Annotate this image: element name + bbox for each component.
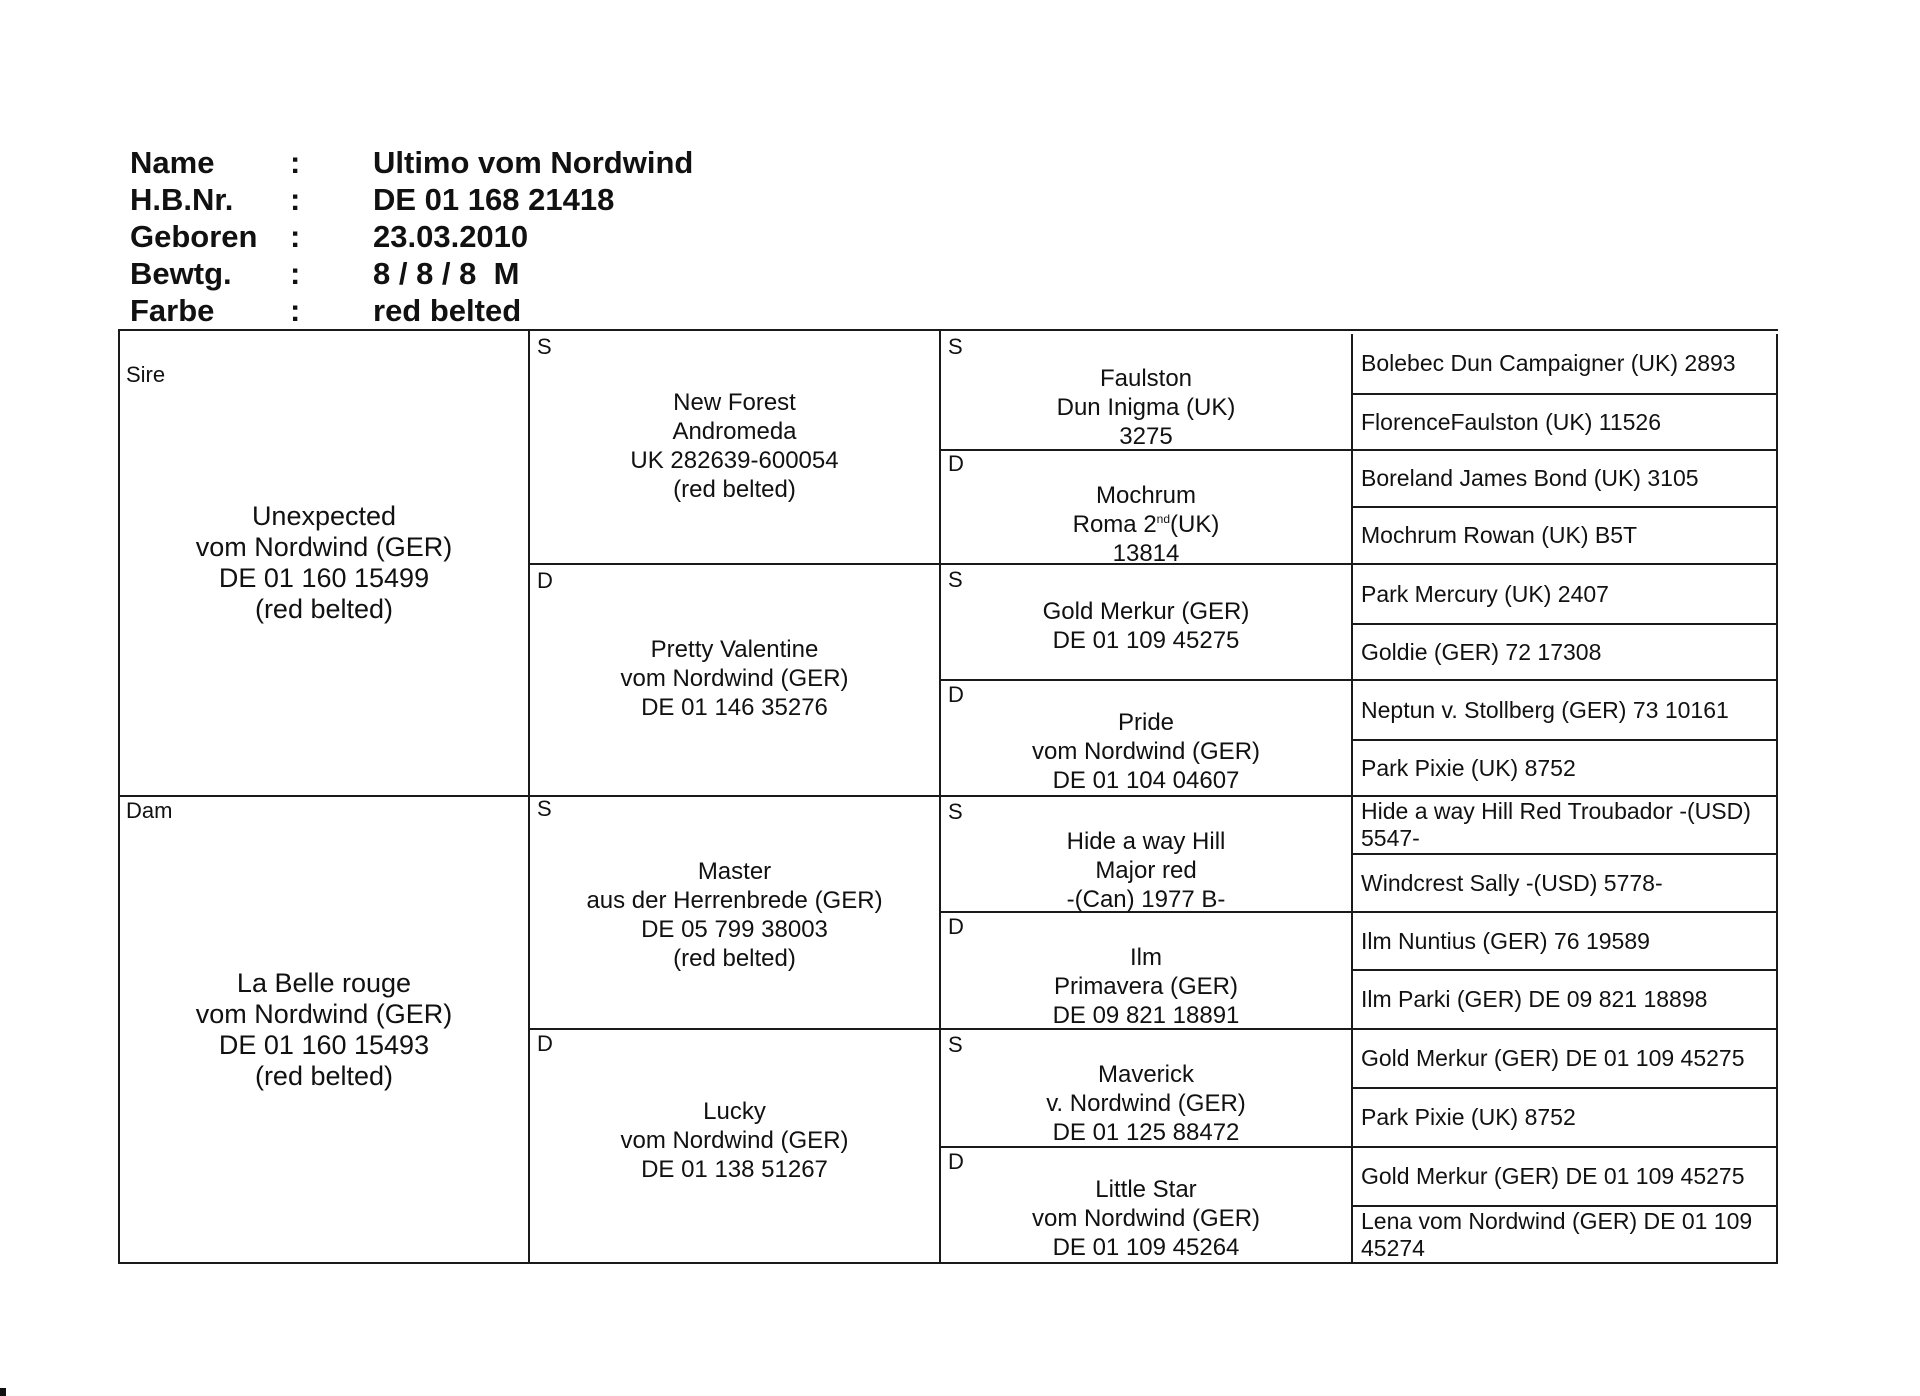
ssd-line2-a: Roma 2	[1072, 510, 1157, 538]
colon: :	[290, 182, 301, 217]
ss-line: (red belted)	[673, 476, 796, 503]
dsd-line: DE 09 821 18891	[1052, 1001, 1240, 1029]
dam-color: (red belted)	[254, 1060, 394, 1091]
ssd-cell	[941, 478, 1351, 570]
ddd-cell	[941, 1172, 1351, 1264]
ddd-line: DE 01 109 45264	[1052, 1233, 1240, 1261]
gen4-cell-5: Park Mercury (UK) 2407	[1361, 580, 1609, 607]
dds-line: v. Nordwind (GER)	[1046, 1089, 1246, 1117]
dss-cell	[941, 824, 1351, 916]
farbe-value: red belted	[373, 293, 522, 328]
dam-reg: DE 01 160 15493	[218, 1029, 430, 1060]
ssd-line: Mochrum	[1095, 481, 1197, 509]
sire-name: Unexpected	[251, 501, 397, 531]
sdd-line: DE 01 104 04607	[1052, 767, 1240, 794]
ddd-line: vom Nordwind (GER)	[1031, 1204, 1261, 1232]
ds-line: (red belted)	[673, 945, 796, 972]
ssd-tag: D	[948, 451, 964, 476]
dds-line: DE 01 125 88472	[1052, 1118, 1240, 1146]
sss-tag: S	[948, 334, 963, 359]
dd-cell	[530, 1070, 939, 1210]
colon: :	[290, 293, 301, 328]
dd-line: Lucky	[703, 1097, 766, 1125]
geboren-value: 23.03.2010	[373, 219, 529, 254]
sd-tag: D	[537, 568, 553, 593]
ssd-line	[1073, 510, 1220, 539]
ddd-line: Little Star	[1095, 1175, 1197, 1203]
ds-line: Master	[697, 858, 772, 885]
dam-cell	[120, 797, 528, 1262]
sds-line: DE 01 109 45275	[1052, 627, 1240, 654]
sds-cell	[941, 580, 1351, 672]
dsd-line: Ilm	[1130, 943, 1162, 971]
sds-tag: S	[948, 567, 963, 592]
dds-cell	[941, 1057, 1351, 1149]
sss-line: Dun Inigma (UK)	[1056, 393, 1236, 421]
name-value: Ultimo vom Nordwind	[373, 145, 694, 180]
sire-reg: DE 01 160 15499	[218, 563, 430, 593]
gen4-cell-14: Park Pixie (UK) 8752	[1361, 1104, 1576, 1130]
ddd-tag: D	[948, 1149, 964, 1174]
dss-line: -(Can) 1977 B-	[1066, 885, 1226, 913]
name-label: Name	[130, 145, 215, 180]
dss-line: Hide a way Hill	[1066, 827, 1226, 855]
dds-line: Maverick	[1097, 1060, 1194, 1088]
farbe-label: Farbe	[130, 293, 215, 328]
sdd-tag: D	[948, 682, 964, 707]
gen4-cell-15: Gold Merkur (GER) DE 01 109 45275	[1361, 1163, 1745, 1189]
dd-line: vom Nordwind (GER)	[620, 1126, 849, 1154]
dsd-cell	[941, 940, 1351, 1032]
dss-line: Major red	[1095, 856, 1197, 884]
sdd-line: vom Nordwind (GER)	[1031, 738, 1261, 765]
hbnr-label: H.B.Nr.	[130, 182, 234, 217]
sdd-cell	[941, 708, 1351, 795]
table-border-right	[1776, 334, 1778, 1264]
ssd-line: 13814	[1112, 539, 1180, 567]
sss-line: 3275	[1119, 422, 1173, 450]
dss-tag: S	[948, 799, 963, 824]
sd-line: Pretty Valentine	[650, 635, 819, 663]
sire-kennel: vom Nordwind (GER)	[195, 532, 453, 562]
sss-line: Faulston	[1099, 364, 1193, 392]
gen4-cell-1: Bolebec Dun Campaigner (UK) 2893	[1361, 349, 1736, 376]
ssd-line2-sup: nd	[1156, 511, 1171, 526]
gen4-cell-7: Neptun v. Stollberg (GER) 73 10161	[1361, 696, 1729, 723]
ds-tag: S	[537, 796, 552, 821]
sd-line: DE 01 146 35276	[641, 693, 828, 721]
sd-cell	[530, 608, 939, 748]
dam-kennel: vom Nordwind (GER)	[195, 998, 453, 1029]
dam-tag: Dam	[126, 798, 173, 823]
geboren-label: Geboren	[130, 219, 258, 254]
sds-line: Gold Merkur (GER)	[1042, 598, 1250, 625]
dsd-line: Primavera (GER)	[1053, 972, 1239, 1000]
ss-cell	[530, 361, 939, 531]
gen4-cell-10: Windcrest Sally -(USD) 5778-	[1361, 869, 1663, 896]
gen4-cell-13: Gold Merkur (GER) DE 01 109 45275	[1361, 1045, 1745, 1071]
scan-edge-mark	[0, 1388, 6, 1396]
colon: :	[290, 256, 301, 291]
gen4-cell-3: Boreland James Bond (UK) 3105	[1361, 465, 1699, 491]
gen4-cell-11: Ilm Nuntius (GER) 76 19589	[1361, 927, 1650, 954]
ds-line: aus der Herrenbrede (GER)	[586, 887, 883, 914]
dd-line: DE 01 138 51267	[641, 1155, 828, 1183]
gen4-cell-4: Mochrum Rowan (UK) B5T	[1361, 522, 1638, 548]
ssd-line2-b: (UK)	[1170, 510, 1220, 538]
dam-name: La Belle rouge	[236, 967, 412, 998]
ss-tag: S	[537, 334, 552, 359]
sss-cell	[941, 361, 1351, 453]
ss-line: UK 282639-600054	[630, 447, 839, 474]
sire-color: (red belted)	[254, 594, 394, 624]
dd-tag: D	[537, 1031, 553, 1056]
colon: :	[290, 219, 301, 254]
ss-line: Andromeda	[672, 418, 797, 445]
sire-tag: Sire	[126, 362, 166, 387]
bewtg-label: Bewtg.	[130, 256, 232, 291]
gen4-cell-12: Ilm Parki (GER) DE 09 821 18898	[1361, 986, 1708, 1012]
gen4-cell-9: Hide a way Hill Red Troubador -(USD) 5547-	[1361, 798, 1751, 851]
gen4-cell-6: Goldie (GER) 72 17308	[1361, 638, 1602, 665]
colon: :	[290, 145, 301, 180]
sd-line: vom Nordwind (GER)	[620, 664, 849, 692]
ds-cell	[530, 830, 939, 1000]
ss-line: New Forest	[673, 389, 796, 416]
sire-cell	[120, 331, 528, 795]
gen4-cell-2: FlorenceFaulston (UK) 11526	[1361, 408, 1661, 435]
dds-tag: S	[948, 1032, 963, 1057]
gen4-cell-16: Lena vom Nordwind (GER) DE 01 109 45274	[1361, 1207, 1753, 1261]
sdd-line: Pride	[1117, 709, 1175, 736]
hbnr-value: DE 01 168 21418	[373, 182, 615, 217]
dsd-tag: D	[948, 914, 964, 939]
ds-line: DE 05 799 38003	[641, 916, 828, 943]
gen4-cell-8: Park Pixie (UK) 8752	[1361, 754, 1576, 781]
bewtg-value: 8 / 8 / 8 M	[373, 256, 520, 291]
